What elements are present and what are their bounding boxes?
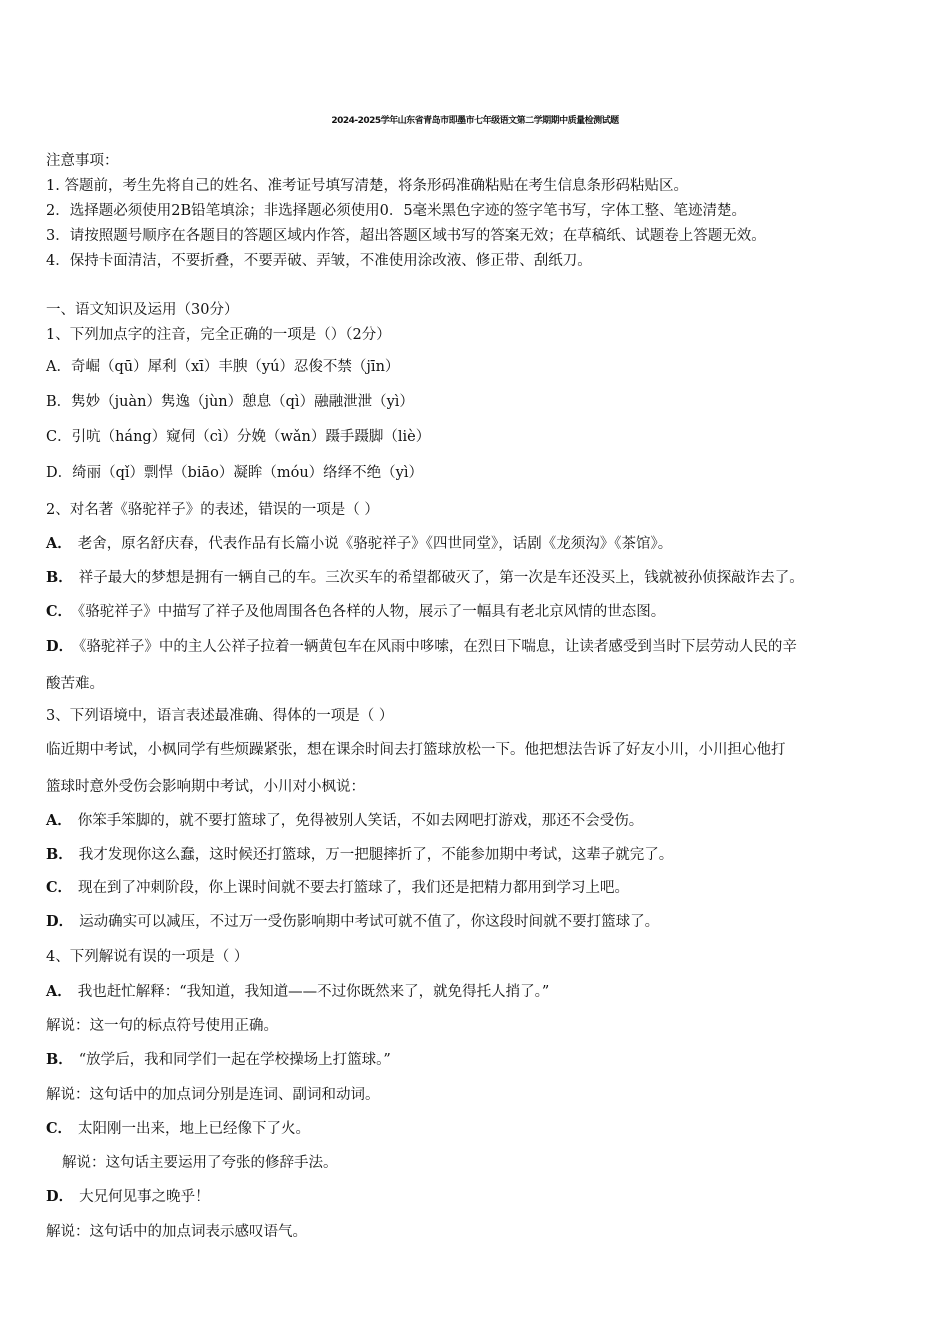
question-1-option-d: D．绮丽（qǐ）剽悍（biāo）凝眸（móu）络绎不绝（yì） xyxy=(46,465,423,481)
question-2-option-c xyxy=(46,602,665,622)
notice-item: 1. 答题前，考生先将自己的姓名、准考证号填写清楚，将条形码准确粘贴在考生信息条形码粘贴区。 xyxy=(46,178,688,194)
question-2-stem: 2、对名著《骆驼祥子》的表述，错误的一项是（ ） xyxy=(46,502,379,518)
notice-item: 4．保持卡面清洁，不要折叠，不要弄破、弄皱，不准使用涂改液、修正带、刮纸刀。 xyxy=(46,253,592,269)
option-text: 现在到了冲刺阶段，你上课时间就不要去打篮球了，我们还是把精力都用到学习上吧。 xyxy=(78,880,630,896)
question-4-option-a xyxy=(46,982,549,1002)
section-heading: 一、语文知识及运用（30分） xyxy=(46,302,239,318)
option-label: C． xyxy=(46,603,73,620)
question-2-option-d-continuation: 酸苦难。 xyxy=(46,676,104,692)
option-label: D． xyxy=(46,638,74,655)
question-3-option-c xyxy=(46,878,629,898)
option-text: 太阳刚一出来，地上已经像下了火。 xyxy=(78,1121,311,1137)
option-text: “放学后，我和同学们一起在学校操场上打篮球。” xyxy=(78,1052,391,1068)
question-4-note-b: 解说：这句话中的加点词分别是连词、副词和动词。 xyxy=(46,1087,380,1103)
option-label: B． xyxy=(46,846,73,863)
question-2-option-a xyxy=(46,534,672,554)
question-1-option-a: A．奇崛（qū）犀利（xī）丰腴（yú）忍俊不禁（jīn） xyxy=(46,359,400,375)
question-3-option-a xyxy=(46,811,643,831)
option-label: D． xyxy=(46,1188,74,1205)
option-label: B． xyxy=(46,1051,73,1068)
option-text: 大兄何见事之晚乎！ xyxy=(79,1189,210,1205)
question-3-stem: 3、下列语境中，语言表述最准确、得体的一项是（ ） xyxy=(46,708,394,724)
option-text: 我才发现你这么蠢，这时候还打篮球，万一把腿摔折了，不能参加期中考试，这辈子就完了。 xyxy=(78,847,674,863)
option-label: A． xyxy=(46,535,72,552)
option-label: A． xyxy=(46,983,72,1000)
question-4-note-a: 解说：这一句的标点符号使用正确。 xyxy=(46,1018,278,1034)
option-text: 运动确实可以减压，不过万一受伤影响期中考试可就不值了，你这段时间就不要打篮球了。 xyxy=(79,914,660,930)
notice-heading: 注意事项： xyxy=(46,153,119,169)
option-label: D． xyxy=(46,913,74,930)
question-4-option-b xyxy=(46,1050,391,1070)
option-text: 你笨手笨脚的，就不要打篮球了，免得被别人笑话，不如去网吧打游戏，那还不会受伤。 xyxy=(77,813,644,829)
page-title: 2024-2025学年山东省青岛市即墨市七年级语文第二学期期中质量检测试题 xyxy=(331,116,619,126)
question-4-stem: 4、下列解说有误的一项是（ ） xyxy=(46,949,249,965)
option-label: A． xyxy=(46,812,72,829)
question-3-context: 临近期中考试，小枫同学有些烦躁紧张，想在课余时间去打篮球放松一下。他把想法告诉了好友小川，小川担心他打 xyxy=(46,742,786,758)
option-label: C． xyxy=(46,879,73,896)
option-text: 《骆驼祥子》中描写了祥子及他周围各色各样的人物，展示了一幅具有老北京风情的世态图。 xyxy=(78,604,666,620)
option-label: C． xyxy=(46,1120,73,1137)
option-text: 我也赶忙解释：“我知道，我知道——不过你既然来了，就免得托人捎了。” xyxy=(77,984,550,1000)
question-4-option-c xyxy=(46,1119,310,1139)
question-3-option-b xyxy=(46,845,673,865)
question-3-context: 篮球时意外受伤会影响期中考试，小川对小枫说： xyxy=(46,779,365,795)
question-2-option-b xyxy=(46,568,804,588)
question-4-note-d: 解说：这句话中的加点词表示感叹语气。 xyxy=(46,1224,307,1240)
option-text: 老舍，原名舒庆春，代表作品有长篇小说《骆驼祥子》《四世同堂》，话剧《龙须沟》《茶馆》。 xyxy=(77,536,673,552)
question-3-option-d xyxy=(46,912,659,932)
notice-item: 2．选择题必须使用2B铅笔填涂；非选择题必须使用0．5毫米黑色字迹的签字笔书写，字体工整、笔迹清楚。 xyxy=(46,203,747,219)
question-1-option-b: B．隽妙（juàn）隽逸（jùn）憩息（qì）融融泄泄（yì） xyxy=(46,394,414,410)
option-text: 《骆驼祥子》中的主人公祥子拉着一辆黄包车在风雨中哆嗦，在烈日下喘息，让读者感受到当时下层劳动人民的辛 xyxy=(79,639,797,655)
question-2-option-d xyxy=(46,637,797,657)
option-label: B． xyxy=(46,569,73,586)
question-4-option-d xyxy=(46,1187,210,1207)
question-1-stem: 1、下列加点字的注音，完全正确的一项是（）（2分） xyxy=(46,327,391,343)
notice-item: 3．请按照题号顺序在各题目的答题区域内作答，超出答题区域书写的答案无效；在草稿纸、试题卷上答题无效。 xyxy=(46,228,766,244)
question-4-note-c: 解说：这句话主要运用了夸张的修辞手法。 xyxy=(62,1155,338,1171)
option-text: 祥子最大的梦想是拥有一辆自己的车。三次买车的希望都破灭了，第一次是车还没买上，钱就被孙侦探敲诈去了。 xyxy=(78,570,804,586)
question-1-option-c: C．引吭（háng）窥伺（cì）分娩（wǎn）蹑手蹑脚（liè） xyxy=(46,429,431,445)
